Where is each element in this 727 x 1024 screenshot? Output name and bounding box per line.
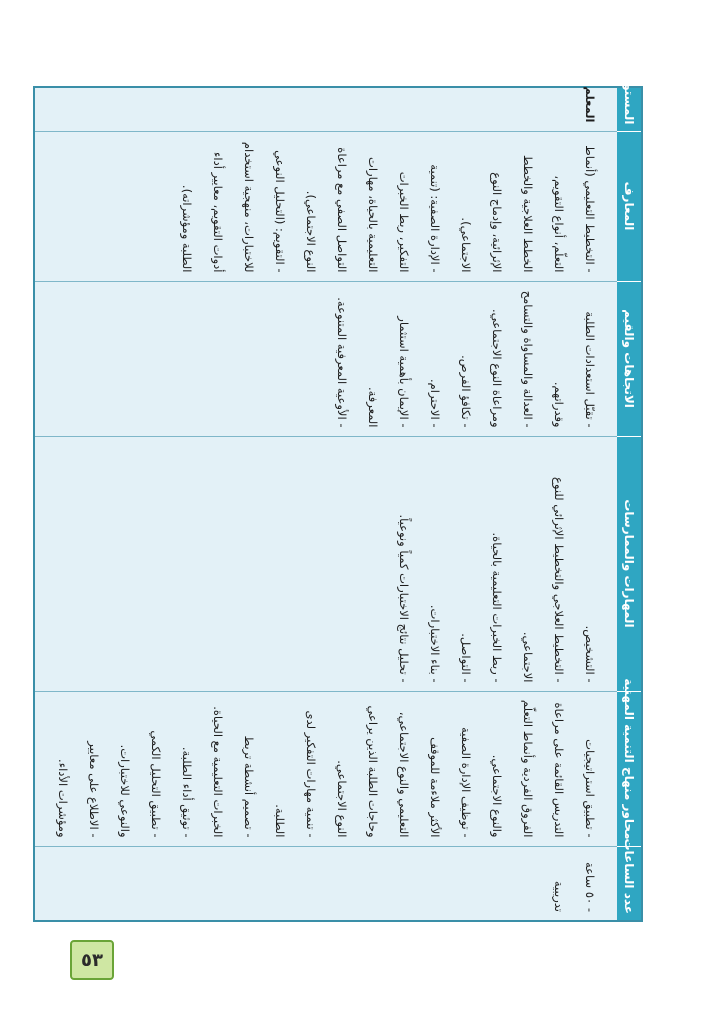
list-item: - ربط الخبرات التعليمية بالحياة. [490, 532, 504, 683]
list-item: - تطبيق التحليل الكمي والنوعي للاختبارات. [118, 730, 163, 838]
list-item: - التقويم: (التحليل النوعي للاختبارات، منهجية استخدام أدوات التقويم، معايير أداء الطلبة ومؤشراته). [180, 141, 287, 273]
header-row [617, 87, 642, 921]
list-item: - الاطلاع على معايير ومؤشرات الأداء. [56, 741, 101, 838]
list-item: - التخطيط العلاجي والتخطيط الإثرائي للنوع الاجتماعي. [521, 477, 566, 683]
list-item: - تنمية مهارات التفكير لدى الطلبة. [273, 710, 318, 838]
list-item: - تكافؤ الفرص. [459, 355, 473, 428]
list-item: - التخطيط التعليمي (أنماط التعلّم، أنواع التقويم، الخطط العلاجية والخطط الإثرائية، وإدماج النوع الاجتماعي). [459, 145, 597, 273]
list-item: - توثيق أداء الطلبة. [180, 746, 194, 838]
list-item: - تصميم أنشطة تربط الخبرات التعليمية مع الحياة. [211, 706, 256, 838]
header-hours: عدد الساعات [617, 846, 642, 921]
header-knowledge: المعارف [617, 131, 642, 281]
hours-cell [34, 846, 617, 921]
skills-cell [34, 436, 617, 691]
table-body [34, 87, 617, 921]
header-attitudes: الاتجاهات والقيم [617, 281, 642, 436]
table-row [34, 87, 617, 921]
professional-development-table [33, 72, 643, 922]
page-number: ٥٣ [70, 940, 114, 980]
rotated-table-container [56, 72, 643, 920]
list-item: - الإدارة الصفية: (تنمية التفكير، ربط الخبرات التعليمية بالحياة، مهارات التواصل الصفي مع مراعاة النوع الاجتماعي). [304, 147, 442, 273]
hours-value: - ٥٠ ساعة تدريبية [552, 862, 597, 912]
list-item: - تحليل نتائج الاختبارات كمياً ونوعياً. [397, 514, 411, 683]
header-axes: محاور منهاج التنمية المهنية [617, 691, 642, 846]
list-item: - العدالة والمساواة والتسامح ومراعاة النوع الاجتماعي. [490, 290, 535, 428]
list-item: - توظيف الإدارة الصفية الأكثر ملاءمة للموقف التعليمي والنوع الاجتماعي، وحاجات الطلبة الذين يراعي النوع الاجتماعي. [335, 705, 473, 838]
list-item: - الأوعية المعرفية المتنوعة. [335, 297, 349, 428]
header-level: المستوى [617, 87, 642, 131]
list-item: - التشخيص. [583, 625, 597, 683]
table-header [617, 72, 642, 921]
list-item: - تقبّل استعدادات الطلبة وقدراتهم. [552, 311, 597, 428]
list-item: - الاحترام. [428, 379, 442, 428]
axes-cell [34, 691, 617, 846]
knowledge-cell [34, 131, 617, 281]
list-item: - الإيمان بأهمية استثمار المعرفة. [366, 316, 411, 428]
list-item: - التواصل. [459, 633, 473, 683]
level-cell [34, 87, 617, 131]
attitudes-cell [34, 281, 617, 436]
list-item: - تطبيق استراتيجيات التدريس القائمة على مراعاة الفروق الفردية وأنماط التعلّم والنوع الاجتماعي. [490, 699, 597, 838]
list-item: - بناء الاختبارات. [428, 604, 442, 683]
table-rotation-frame [56, 72, 643, 920]
header-skills: المهارات والممارسات [617, 436, 642, 691]
level-value: المعلم [583, 86, 597, 123]
